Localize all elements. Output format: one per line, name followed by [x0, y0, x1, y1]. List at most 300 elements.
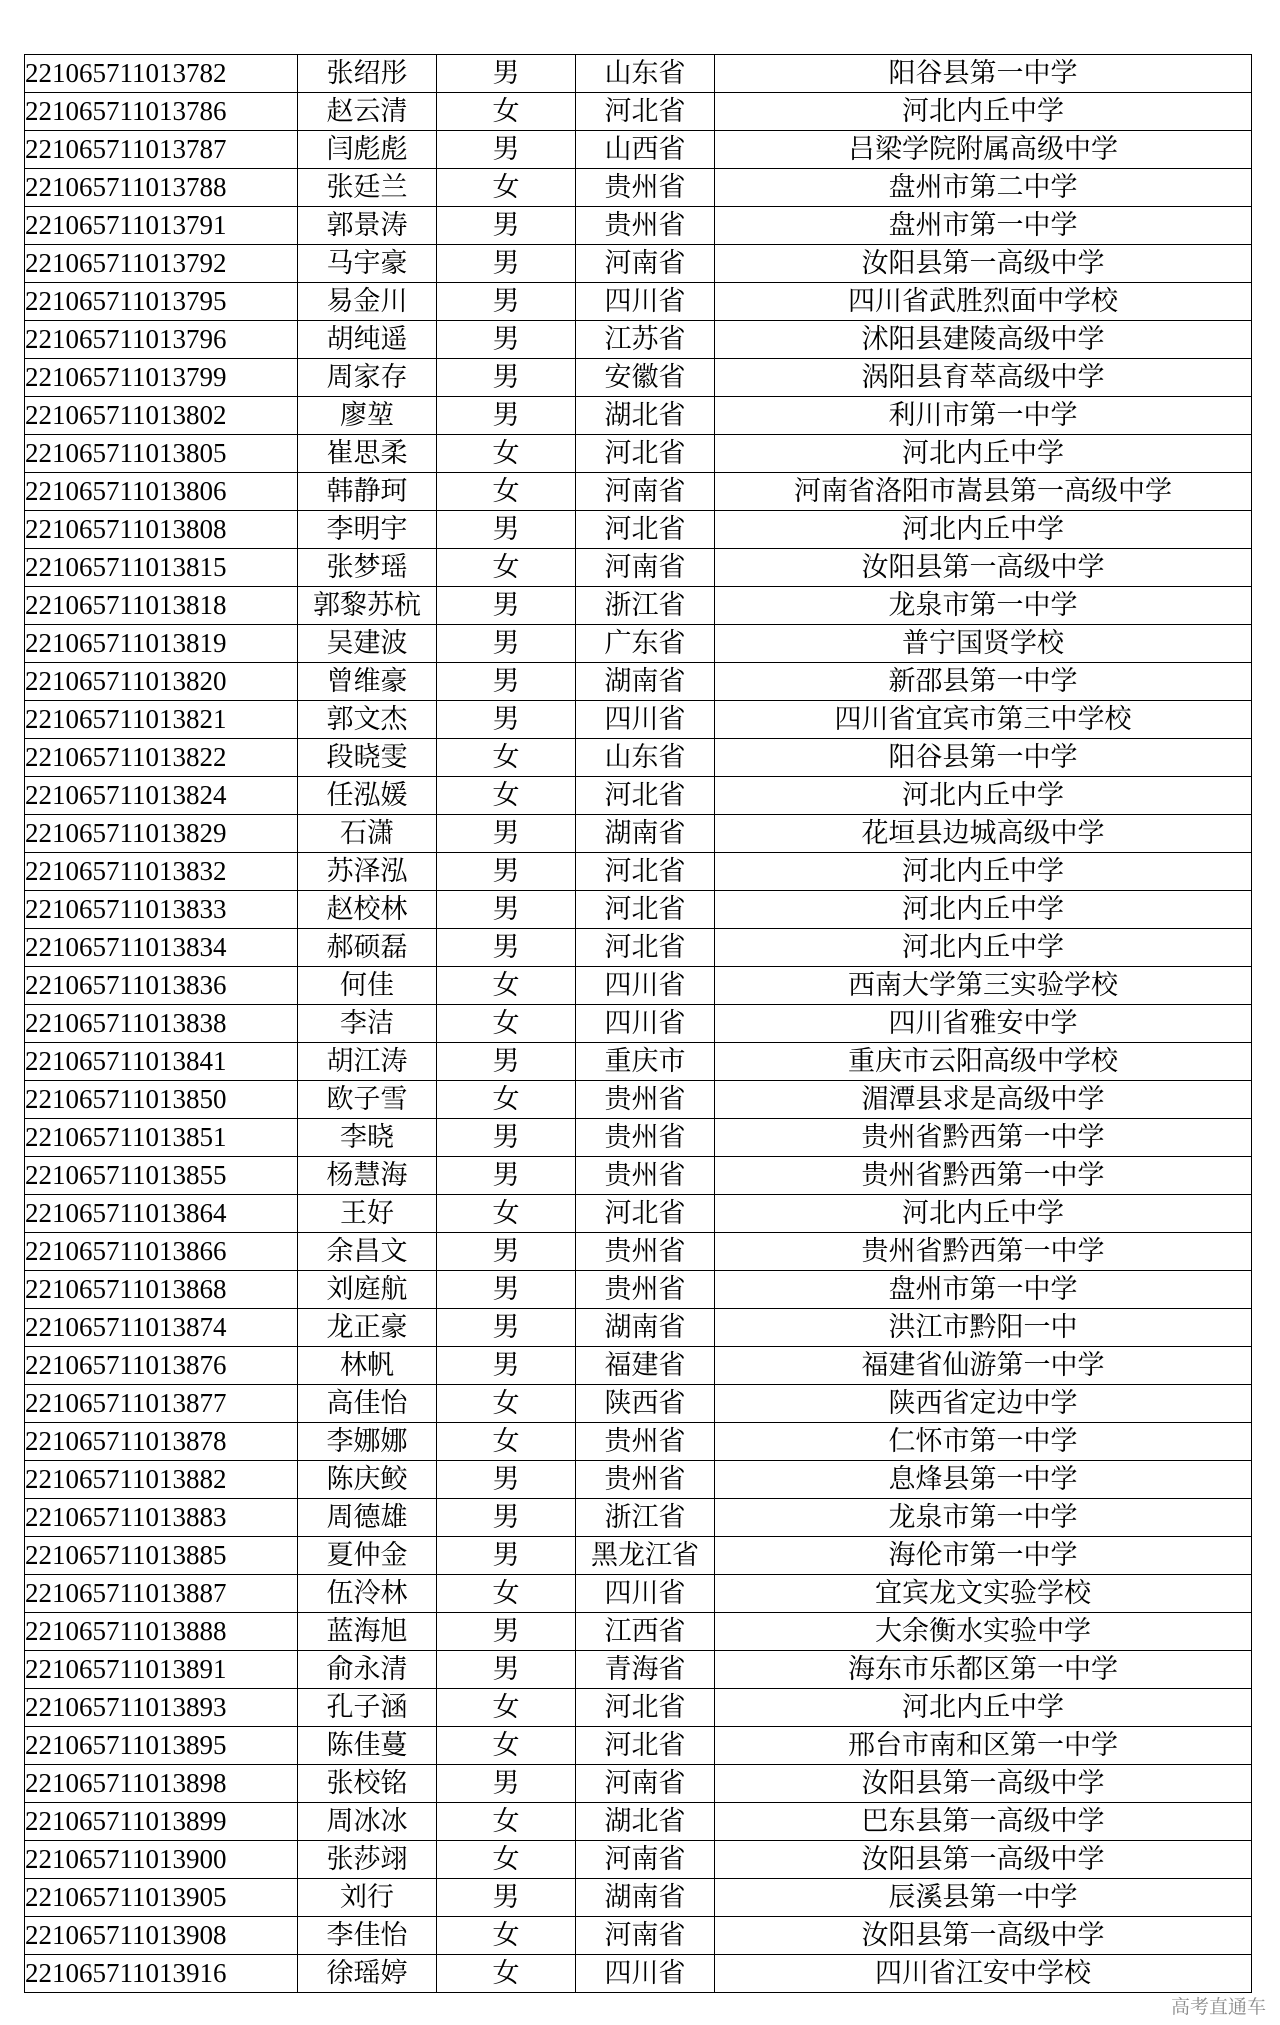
- gender-cell: 男: [437, 1119, 576, 1157]
- gender-cell: 男: [437, 55, 576, 93]
- table-row: [25, 1575, 1252, 1613]
- school-cell: 四川省武胜烈面中学校: [715, 283, 1252, 321]
- gender-cell: 男: [437, 1879, 576, 1917]
- table-row: [25, 93, 1252, 131]
- exam-id-cell: 221065711013908: [25, 1917, 298, 1955]
- name-cell: 郭文杰: [298, 701, 437, 739]
- province-cell: 湖北省: [576, 1803, 715, 1841]
- school-cell: 重庆市云阳高级中学校: [715, 1043, 1252, 1081]
- table-row: [25, 1499, 1252, 1537]
- name-cell: 崔思柔: [298, 435, 437, 473]
- school-cell: 河北内丘中学: [715, 93, 1252, 131]
- gender-cell: 女: [437, 1385, 576, 1423]
- province-cell: 河北省: [576, 511, 715, 549]
- exam-id-cell: 221065711013855: [25, 1157, 298, 1195]
- school-cell: 花垣县边城高级中学: [715, 815, 1252, 853]
- table-row: [25, 207, 1252, 245]
- name-cell: 曾维豪: [298, 663, 437, 701]
- province-cell: 陕西省: [576, 1385, 715, 1423]
- table-row: [25, 1119, 1252, 1157]
- exam-id-cell: 221065711013795: [25, 283, 298, 321]
- exam-id-cell: 221065711013877: [25, 1385, 298, 1423]
- province-cell: 四川省: [576, 701, 715, 739]
- exam-id-cell: 221065711013916: [25, 1955, 298, 1993]
- name-cell: 张梦瑶: [298, 549, 437, 587]
- gender-cell: 女: [437, 169, 576, 207]
- school-cell: 四川省江安中学校: [715, 1955, 1252, 1993]
- table-row: [25, 815, 1252, 853]
- province-cell: 河南省: [576, 1917, 715, 1955]
- province-cell: 河北省: [576, 1727, 715, 1765]
- name-cell: 周德雄: [298, 1499, 437, 1537]
- school-cell: 河北内丘中学: [715, 511, 1252, 549]
- exam-id-cell: 221065711013833: [25, 891, 298, 929]
- school-cell: 河北内丘中学: [715, 1195, 1252, 1233]
- school-cell: 汝阳县第一高级中学: [715, 1765, 1252, 1803]
- gender-cell: 男: [437, 625, 576, 663]
- exam-id-cell: 221065711013808: [25, 511, 298, 549]
- exam-id-cell: 221065711013893: [25, 1689, 298, 1727]
- province-cell: 湖南省: [576, 1309, 715, 1347]
- school-cell: 宜宾龙文实验学校: [715, 1575, 1252, 1613]
- exam-id-cell: 221065711013786: [25, 93, 298, 131]
- school-cell: 福建省仙游第一中学: [715, 1347, 1252, 1385]
- gender-cell: 女: [437, 435, 576, 473]
- name-cell: 赵校林: [298, 891, 437, 929]
- gender-cell: 女: [437, 1005, 576, 1043]
- name-cell: 刘行: [298, 1879, 437, 1917]
- exam-id-cell: 221065711013878: [25, 1423, 298, 1461]
- table-row: [25, 1803, 1252, 1841]
- name-cell: 闫彪彪: [298, 131, 437, 169]
- school-cell: 湄潭县求是高级中学: [715, 1081, 1252, 1119]
- table-row: [25, 1765, 1252, 1803]
- table-row: [25, 55, 1252, 93]
- exam-id-cell: 221065711013882: [25, 1461, 298, 1499]
- exam-id-cell: 221065711013868: [25, 1271, 298, 1309]
- exam-id-cell: 221065711013885: [25, 1537, 298, 1575]
- table-row: [25, 1081, 1252, 1119]
- table-row: [25, 853, 1252, 891]
- gender-cell: 男: [437, 891, 576, 929]
- gender-cell: 女: [437, 1081, 576, 1119]
- province-cell: 四川省: [576, 1005, 715, 1043]
- name-cell: 郝硕磊: [298, 929, 437, 967]
- province-cell: 贵州省: [576, 169, 715, 207]
- exam-id-cell: 221065711013802: [25, 397, 298, 435]
- province-cell: 贵州省: [576, 1157, 715, 1195]
- table-row: [25, 701, 1252, 739]
- province-cell: 贵州省: [576, 1461, 715, 1499]
- table-row: [25, 1727, 1252, 1765]
- school-cell: 河北内丘中学: [715, 891, 1252, 929]
- school-cell: 盘州市第一中学: [715, 207, 1252, 245]
- table-row: [25, 1879, 1252, 1917]
- name-cell: 张莎翊: [298, 1841, 437, 1879]
- table-row: [25, 245, 1252, 283]
- school-cell: 河南省洛阳市嵩县第一高级中学: [715, 473, 1252, 511]
- province-cell: 河北省: [576, 1195, 715, 1233]
- school-cell: 河北内丘中学: [715, 929, 1252, 967]
- gender-cell: 女: [437, 473, 576, 511]
- province-cell: 湖南省: [576, 663, 715, 701]
- province-cell: 河北省: [576, 929, 715, 967]
- exam-id-cell: 221065711013805: [25, 435, 298, 473]
- school-cell: 河北内丘中学: [715, 777, 1252, 815]
- table-row: [25, 587, 1252, 625]
- exam-id-cell: 221065711013898: [25, 1765, 298, 1803]
- name-cell: 余昌文: [298, 1233, 437, 1271]
- exam-id-cell: 221065711013824: [25, 777, 298, 815]
- school-cell: 贵州省黔西第一中学: [715, 1119, 1252, 1157]
- school-cell: 涡阳县育萃高级中学: [715, 359, 1252, 397]
- name-cell: 何佳: [298, 967, 437, 1005]
- table-row: [25, 321, 1252, 359]
- province-cell: 浙江省: [576, 1499, 715, 1537]
- province-cell: 黑龙江省: [576, 1537, 715, 1575]
- province-cell: 河北省: [576, 1689, 715, 1727]
- name-cell: 李洁: [298, 1005, 437, 1043]
- gender-cell: 男: [437, 1309, 576, 1347]
- exam-id-cell: 221065711013891: [25, 1651, 298, 1689]
- name-cell: 王好: [298, 1195, 437, 1233]
- school-cell: 河北内丘中学: [715, 1689, 1252, 1727]
- province-cell: 河南省: [576, 549, 715, 587]
- province-cell: 山东省: [576, 739, 715, 777]
- exam-id-cell: 221065711013834: [25, 929, 298, 967]
- province-cell: 湖南省: [576, 815, 715, 853]
- school-cell: 普宁国贤学校: [715, 625, 1252, 663]
- table-row: [25, 1423, 1252, 1461]
- gender-cell: 女: [437, 93, 576, 131]
- province-cell: 青海省: [576, 1651, 715, 1689]
- table-row: [25, 1613, 1252, 1651]
- name-cell: 任泓媛: [298, 777, 437, 815]
- gender-cell: 男: [437, 1537, 576, 1575]
- table-row: [25, 283, 1252, 321]
- gender-cell: 男: [437, 359, 576, 397]
- exam-id-cell: 221065711013788: [25, 169, 298, 207]
- province-cell: 贵州省: [576, 1271, 715, 1309]
- school-cell: 洪江市黔阳一中: [715, 1309, 1252, 1347]
- name-cell: 李明宇: [298, 511, 437, 549]
- name-cell: 李娜娜: [298, 1423, 437, 1461]
- school-cell: 龙泉市第一中学: [715, 587, 1252, 625]
- school-cell: 河北内丘中学: [715, 853, 1252, 891]
- gender-cell: 女: [437, 1727, 576, 1765]
- exam-id-cell: 221065711013895: [25, 1727, 298, 1765]
- gender-cell: 女: [437, 1841, 576, 1879]
- table-row: [25, 1689, 1252, 1727]
- school-cell: 陕西省定边中学: [715, 1385, 1252, 1423]
- school-cell: 盘州市第二中学: [715, 169, 1252, 207]
- table-row: [25, 739, 1252, 777]
- school-cell: 西南大学第三实验学校: [715, 967, 1252, 1005]
- province-cell: 河南省: [576, 473, 715, 511]
- table-row: [25, 549, 1252, 587]
- name-cell: 石潇: [298, 815, 437, 853]
- table-row: [25, 359, 1252, 397]
- exam-id-cell: 221065711013819: [25, 625, 298, 663]
- exam-id-cell: 221065711013832: [25, 853, 298, 891]
- gender-cell: 女: [437, 739, 576, 777]
- school-cell: 海东市乐都区第一中学: [715, 1651, 1252, 1689]
- table-row: [25, 777, 1252, 815]
- province-cell: 四川省: [576, 967, 715, 1005]
- name-cell: 夏仲金: [298, 1537, 437, 1575]
- province-cell: 山西省: [576, 131, 715, 169]
- province-cell: 安徽省: [576, 359, 715, 397]
- province-cell: 四川省: [576, 283, 715, 321]
- exam-id-cell: 221065711013900: [25, 1841, 298, 1879]
- name-cell: 张廷兰: [298, 169, 437, 207]
- name-cell: 陈佳蔓: [298, 1727, 437, 1765]
- gender-cell: 男: [437, 245, 576, 283]
- table-row: [25, 663, 1252, 701]
- province-cell: 四川省: [576, 1955, 715, 1993]
- province-cell: 贵州省: [576, 1233, 715, 1271]
- school-cell: 利川市第一中学: [715, 397, 1252, 435]
- watermark: 高考直通车: [1170, 1996, 1266, 2018]
- table-row: [25, 1157, 1252, 1195]
- province-cell: 河南省: [576, 1841, 715, 1879]
- school-cell: 汝阳县第一高级中学: [715, 1841, 1252, 1879]
- table-row: [25, 1955, 1252, 1993]
- exam-id-cell: 221065711013782: [25, 55, 298, 93]
- school-cell: 吕梁学院附属高级中学: [715, 131, 1252, 169]
- table-row: [25, 967, 1252, 1005]
- gender-cell: 女: [437, 1955, 576, 1993]
- province-cell: 贵州省: [576, 1119, 715, 1157]
- gender-cell: 男: [437, 663, 576, 701]
- exam-id-cell: 221065711013883: [25, 1499, 298, 1537]
- name-cell: 张校铭: [298, 1765, 437, 1803]
- gender-cell: 男: [437, 1157, 576, 1195]
- gender-cell: 男: [437, 1499, 576, 1537]
- province-cell: 贵州省: [576, 1423, 715, 1461]
- school-cell: 汝阳县第一高级中学: [715, 1917, 1252, 1955]
- gender-cell: 男: [437, 131, 576, 169]
- exam-id-cell: 221065711013838: [25, 1005, 298, 1043]
- name-cell: 高佳怡: [298, 1385, 437, 1423]
- exam-id-cell: 221065711013841: [25, 1043, 298, 1081]
- province-cell: 贵州省: [576, 1081, 715, 1119]
- province-cell: 重庆市: [576, 1043, 715, 1081]
- name-cell: 马宇豪: [298, 245, 437, 283]
- province-cell: 河北省: [576, 435, 715, 473]
- name-cell: 俞永清: [298, 1651, 437, 1689]
- exam-id-cell: 221065711013821: [25, 701, 298, 739]
- gender-cell: 男: [437, 701, 576, 739]
- table-row: [25, 473, 1252, 511]
- gender-cell: 男: [437, 1347, 576, 1385]
- name-cell: 蓝海旭: [298, 1613, 437, 1651]
- gender-cell: 女: [437, 967, 576, 1005]
- exam-id-cell: 221065711013836: [25, 967, 298, 1005]
- gender-cell: 男: [437, 1271, 576, 1309]
- exam-id-cell: 221065711013874: [25, 1309, 298, 1347]
- table-row: [25, 131, 1252, 169]
- roster-body: [25, 55, 1252, 1993]
- exam-id-cell: 221065711013787: [25, 131, 298, 169]
- province-cell: 河北省: [576, 891, 715, 929]
- table-row: [25, 929, 1252, 967]
- province-cell: 江西省: [576, 1613, 715, 1651]
- gender-cell: 男: [437, 1613, 576, 1651]
- gender-cell: 男: [437, 1765, 576, 1803]
- table-row: [25, 1537, 1252, 1575]
- school-cell: 河北内丘中学: [715, 435, 1252, 473]
- school-cell: 阳谷县第一中学: [715, 739, 1252, 777]
- province-cell: 河北省: [576, 777, 715, 815]
- gender-cell: 男: [437, 1461, 576, 1499]
- school-cell: 新邵县第一中学: [715, 663, 1252, 701]
- exam-id-cell: 221065711013815: [25, 549, 298, 587]
- name-cell: 徐瑶婷: [298, 1955, 437, 1993]
- school-cell: 汝阳县第一高级中学: [715, 549, 1252, 587]
- exam-id-cell: 221065711013791: [25, 207, 298, 245]
- name-cell: 孔子涵: [298, 1689, 437, 1727]
- table-row: [25, 1233, 1252, 1271]
- school-cell: 息烽县第一中学: [715, 1461, 1252, 1499]
- name-cell: 张绍彤: [298, 55, 437, 93]
- name-cell: 胡纯遥: [298, 321, 437, 359]
- province-cell: 河南省: [576, 245, 715, 283]
- table-row: [25, 1347, 1252, 1385]
- gender-cell: 女: [437, 1917, 576, 1955]
- province-cell: 山东省: [576, 55, 715, 93]
- exam-id-cell: 221065711013796: [25, 321, 298, 359]
- exam-id-cell: 221065711013851: [25, 1119, 298, 1157]
- school-cell: 辰溪县第一中学: [715, 1879, 1252, 1917]
- gender-cell: 女: [437, 1195, 576, 1233]
- name-cell: 周家存: [298, 359, 437, 397]
- name-cell: 杨慧海: [298, 1157, 437, 1195]
- name-cell: 伍泠林: [298, 1575, 437, 1613]
- province-cell: 四川省: [576, 1575, 715, 1613]
- name-cell: 林帆: [298, 1347, 437, 1385]
- exam-id-cell: 221065711013822: [25, 739, 298, 777]
- exam-id-cell: 221065711013887: [25, 1575, 298, 1613]
- school-cell: 沭阳县建陵高级中学: [715, 321, 1252, 359]
- gender-cell: 男: [437, 587, 576, 625]
- gender-cell: 男: [437, 1233, 576, 1271]
- table-row: [25, 625, 1252, 663]
- school-cell: 汝阳县第一高级中学: [715, 245, 1252, 283]
- school-cell: 阳谷县第一中学: [715, 55, 1252, 93]
- school-cell: 四川省宜宾市第三中学校: [715, 701, 1252, 739]
- province-cell: 湖北省: [576, 397, 715, 435]
- gender-cell: 女: [437, 1689, 576, 1727]
- name-cell: 刘庭航: [298, 1271, 437, 1309]
- name-cell: 胡江涛: [298, 1043, 437, 1081]
- province-cell: 贵州省: [576, 207, 715, 245]
- exam-id-cell: 221065711013888: [25, 1613, 298, 1651]
- gender-cell: 男: [437, 321, 576, 359]
- table-row: [25, 1043, 1252, 1081]
- name-cell: 韩静珂: [298, 473, 437, 511]
- table-row: [25, 1651, 1252, 1689]
- name-cell: 赵云清: [298, 93, 437, 131]
- exam-id-cell: 221065711013866: [25, 1233, 298, 1271]
- name-cell: 欧子雪: [298, 1081, 437, 1119]
- name-cell: 易金川: [298, 283, 437, 321]
- province-cell: 河北省: [576, 93, 715, 131]
- table-row: [25, 1195, 1252, 1233]
- exam-id-cell: 221065711013829: [25, 815, 298, 853]
- gender-cell: 男: [437, 1043, 576, 1081]
- name-cell: 苏泽泓: [298, 853, 437, 891]
- province-cell: 河北省: [576, 853, 715, 891]
- gender-cell: 女: [437, 1423, 576, 1461]
- name-cell: 郭黎苏杭: [298, 587, 437, 625]
- name-cell: 吴建波: [298, 625, 437, 663]
- table-row: [25, 511, 1252, 549]
- school-cell: 巴东县第一高级中学: [715, 1803, 1252, 1841]
- province-cell: 河南省: [576, 1765, 715, 1803]
- gender-cell: 女: [437, 1803, 576, 1841]
- exam-id-cell: 221065711013864: [25, 1195, 298, 1233]
- exam-id-cell: 221065711013905: [25, 1879, 298, 1917]
- gender-cell: 女: [437, 1575, 576, 1613]
- table-row: [25, 1385, 1252, 1423]
- gender-cell: 男: [437, 397, 576, 435]
- school-cell: 四川省雅安中学: [715, 1005, 1252, 1043]
- exam-id-cell: 221065711013818: [25, 587, 298, 625]
- gender-cell: 男: [437, 853, 576, 891]
- gender-cell: 女: [437, 777, 576, 815]
- table-row: [25, 1461, 1252, 1499]
- table-row: [25, 1271, 1252, 1309]
- name-cell: 陈庆鲛: [298, 1461, 437, 1499]
- province-cell: 福建省: [576, 1347, 715, 1385]
- table-row: [25, 1309, 1252, 1347]
- student-roster-table: [24, 54, 1252, 1993]
- school-cell: 仁怀市第一中学: [715, 1423, 1252, 1461]
- table-row: [25, 1005, 1252, 1043]
- exam-id-cell: 221065711013792: [25, 245, 298, 283]
- name-cell: 李晓: [298, 1119, 437, 1157]
- table-row: [25, 1917, 1252, 1955]
- exam-id-cell: 221065711013820: [25, 663, 298, 701]
- name-cell: 李佳怡: [298, 1917, 437, 1955]
- school-cell: 盘州市第一中学: [715, 1271, 1252, 1309]
- gender-cell: 男: [437, 283, 576, 321]
- exam-id-cell: 221065711013806: [25, 473, 298, 511]
- gender-cell: 男: [437, 207, 576, 245]
- exam-id-cell: 221065711013876: [25, 1347, 298, 1385]
- gender-cell: 男: [437, 815, 576, 853]
- table-row: [25, 891, 1252, 929]
- table-row: [25, 1841, 1252, 1879]
- province-cell: 湖南省: [576, 1879, 715, 1917]
- exam-id-cell: 221065711013799: [25, 359, 298, 397]
- school-cell: 贵州省黔西第一中学: [715, 1157, 1252, 1195]
- gender-cell: 男: [437, 929, 576, 967]
- table-row: [25, 397, 1252, 435]
- gender-cell: 男: [437, 1651, 576, 1689]
- name-cell: 龙正豪: [298, 1309, 437, 1347]
- province-cell: 浙江省: [576, 587, 715, 625]
- name-cell: 段晓雯: [298, 739, 437, 777]
- province-cell: 广东省: [576, 625, 715, 663]
- name-cell: 廖堃: [298, 397, 437, 435]
- exam-id-cell: 221065711013899: [25, 1803, 298, 1841]
- gender-cell: 女: [437, 549, 576, 587]
- name-cell: 郭景涛: [298, 207, 437, 245]
- school-cell: 大余衡水实验中学: [715, 1613, 1252, 1651]
- gender-cell: 男: [437, 511, 576, 549]
